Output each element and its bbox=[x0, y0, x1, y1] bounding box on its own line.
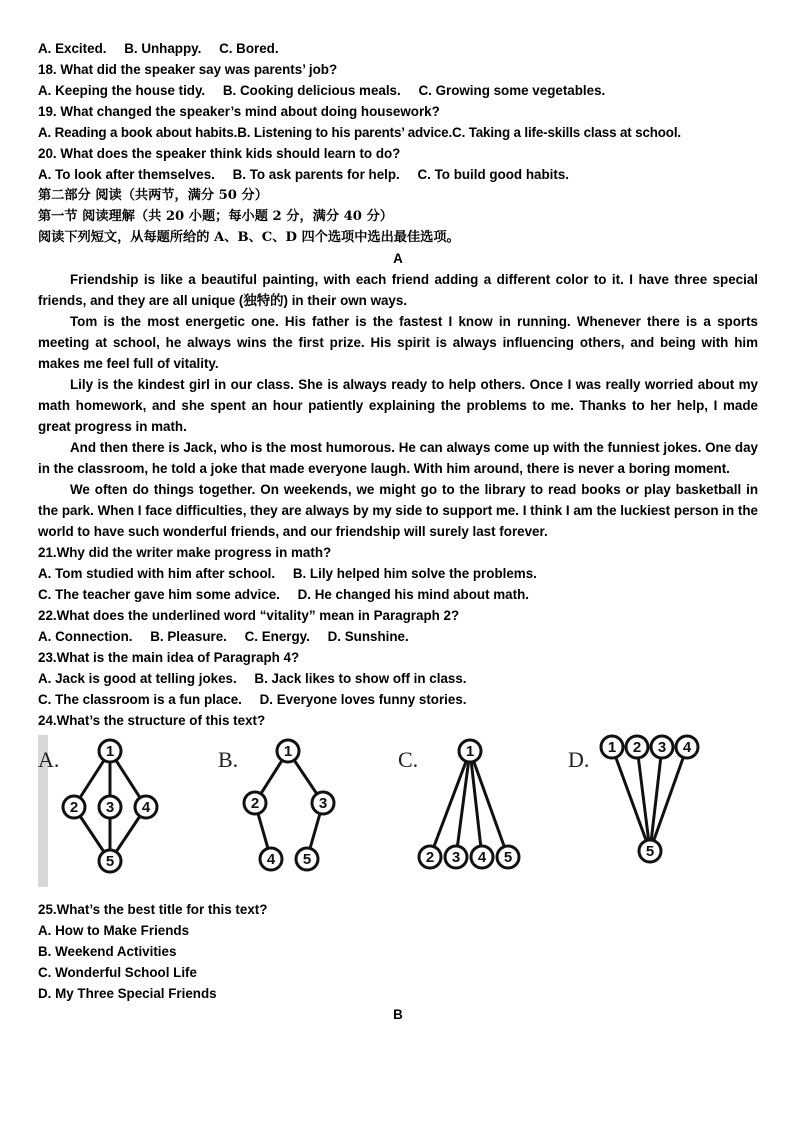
q23-options-row2 bbox=[38, 689, 758, 710]
q22-options bbox=[38, 626, 758, 647]
q22-stem: 22.What does the underlined word “vitality” mean in Paragraph 2? bbox=[38, 608, 460, 623]
q21-options-row1 bbox=[38, 563, 758, 584]
passage-a-label: A bbox=[393, 251, 403, 266]
q25-option-d: D. My Three Special Friends bbox=[38, 986, 217, 1001]
q25-stem: 25.What’s the best title for this text? bbox=[38, 902, 268, 917]
q20-stem: 20. What does the speaker think kids should learn to do? bbox=[38, 146, 401, 161]
exam-page bbox=[38, 38, 758, 1025]
diagram-b bbox=[218, 740, 334, 870]
diagram-a-label-1: 1 bbox=[105, 743, 115, 760]
q21-options-row2 bbox=[38, 584, 758, 605]
diagram-a-label-2: 2 bbox=[69, 799, 79, 816]
diagram-a-label-5: 5 bbox=[105, 853, 115, 870]
passage-b-label: B bbox=[393, 1007, 403, 1022]
diagram-c-label-1: 1 bbox=[465, 743, 475, 760]
passage-paragraph-2: Tom is the most energetic one. His father is the fastest I know in running. Whenever there is a sports meeting at school, he always wins the first prize. His spirit is always influencing others, and being with him makes me feel full of vitality. bbox=[38, 314, 758, 371]
q17-option-a: A. Excited. bbox=[38, 41, 107, 56]
q20-option-c: C. To build good habits. bbox=[417, 167, 569, 182]
diagram-d-label-5: 5 bbox=[645, 843, 655, 860]
diagram-b-label-2: 2 bbox=[250, 795, 260, 812]
passage-paragraph-3: Lily is the kindest girl in our class. She is always ready to help others. Once I was really worried about my math homework, and she spent an hour patiently explaining the problems to me. Thanks to her help, I made great progress in math. bbox=[38, 377, 758, 434]
reading-instruction: 阅读下列短文，从每题所给的 A、B、C、D 四个选项中选出最佳选项。 bbox=[38, 230, 460, 245]
q23-options-row1 bbox=[38, 668, 758, 689]
q25-option-b: B. Weekend Activities bbox=[38, 944, 177, 959]
q17-options bbox=[38, 38, 758, 59]
diagram-b-label-5: 5 bbox=[302, 851, 312, 868]
q21-option-a: A. Tom studied with him after school. bbox=[38, 566, 276, 581]
q21-option-c: C. The teacher gave him some advice. bbox=[38, 587, 280, 602]
q20-option-a: A. To look after themselves. bbox=[38, 167, 215, 182]
q18-option-b: B. Cooking delicious meals. bbox=[222, 83, 401, 98]
diagram-b-letter: B. bbox=[218, 747, 239, 772]
diagram-b-label-3: 3 bbox=[318, 795, 328, 812]
diagram-c-letter: C. bbox=[398, 747, 419, 772]
diagram-c-label-4: 4 bbox=[477, 849, 487, 866]
q18-option-c: C. Growing some vegetables. bbox=[418, 83, 606, 98]
q23-option-d: D. Everyone loves funny stories. bbox=[259, 692, 467, 707]
q22-option-a: A. Connection. bbox=[38, 629, 133, 644]
q22-option-b: B. Pleasure. bbox=[150, 629, 227, 644]
diagram-d-label-3: 3 bbox=[657, 739, 667, 756]
q25-option-a: A. How to Make Friends bbox=[38, 923, 190, 938]
diagram-c-label-2: 2 bbox=[425, 849, 435, 866]
q20-options bbox=[38, 164, 758, 185]
diagram-c-label-5: 5 bbox=[503, 849, 513, 866]
passage-paragraph-5: We often do things together. On weekends, we might go to the library to read books or play basketball in the park. When I face difficulties, they are always by my side to support me. I think I am the luckiest person in the world to have such wonderful friends, and our friendship will surely last forever. bbox=[38, 482, 758, 539]
part2-heading: 第二部分 阅读（共两节，满分 50 分） bbox=[38, 188, 268, 203]
diagram-d-label-4: 4 bbox=[682, 739, 692, 756]
q17-option-b: B. Unhappy. bbox=[124, 41, 202, 56]
q22-option-d: D. Sunshine. bbox=[327, 629, 409, 644]
q18-stem: 18. What did the speaker say was parents’ job? bbox=[38, 62, 338, 77]
diagram-a bbox=[38, 735, 157, 887]
q21-option-b: B. Lily helped him solve the problems. bbox=[292, 566, 537, 581]
q18-option-a: A. Keeping the house tidy. bbox=[38, 83, 206, 98]
diagram-d bbox=[568, 736, 698, 862]
q23-stem: 23.What is the main idea of Paragraph 4? bbox=[38, 650, 300, 665]
diagram-d-letter: D. bbox=[568, 747, 590, 772]
passage-paragraph-4: And then there is Jack, who is the most humorous. He can always come up with the funniest jokes. One day in the classroom, he told a joke that made everyone laugh. With him around, there is never a boring moment. bbox=[38, 440, 758, 476]
q21-stem: 21.Why did the writer make progress in math? bbox=[38, 545, 332, 560]
structure-diagrams-svg bbox=[38, 733, 758, 891]
diagram-d-label-2: 2 bbox=[632, 739, 642, 756]
diagram-c bbox=[398, 740, 519, 868]
q20-option-b: B. To ask parents for help. bbox=[232, 167, 400, 182]
section1-heading: 第一节 阅读理解（共 20 小题；每小题 2 分，满分 40 分） bbox=[38, 209, 393, 224]
structure-diagrams bbox=[38, 733, 758, 891]
diagram-a-letter: A. bbox=[38, 747, 60, 772]
q21-option-d: D. He changed his mind about math. bbox=[297, 587, 529, 602]
diagram-a-label-3: 3 bbox=[105, 799, 115, 816]
q22-option-c: C. Energy. bbox=[244, 629, 310, 644]
diagram-c-label-3: 3 bbox=[451, 849, 461, 866]
q25-option-c: C. Wonderful School Life bbox=[38, 965, 197, 980]
diagram-a-label-4: 4 bbox=[141, 799, 151, 816]
q17-option-c: C. Bored. bbox=[219, 41, 279, 56]
q24-stem: 24.What’s the structure of this text? bbox=[38, 713, 266, 728]
q18-options bbox=[38, 80, 758, 101]
q19-stem: 19. What changed the speaker’s mind about doing housework? bbox=[38, 104, 440, 119]
q23-option-a: A. Jack is good at telling jokes. bbox=[38, 671, 237, 686]
q23-option-b: B. Jack likes to show off in class. bbox=[254, 671, 467, 686]
diagram-d-label-1: 1 bbox=[607, 739, 617, 756]
passage-paragraph-1: Friendship is like a beautiful painting, with each friend adding a different color to it. I have three special friends, and they are all unique (独特的) in their own ways. bbox=[38, 272, 758, 308]
diagram-b-label-4: 4 bbox=[266, 851, 276, 868]
diagram-b-label-1: 1 bbox=[283, 743, 293, 760]
q19-options: A. Reading a book about habits.B. Listening to his parents’ advice.C. Taking a life-skills class at school. bbox=[38, 125, 681, 140]
q23-option-c: C. The classroom is a fun place. bbox=[38, 692, 242, 707]
